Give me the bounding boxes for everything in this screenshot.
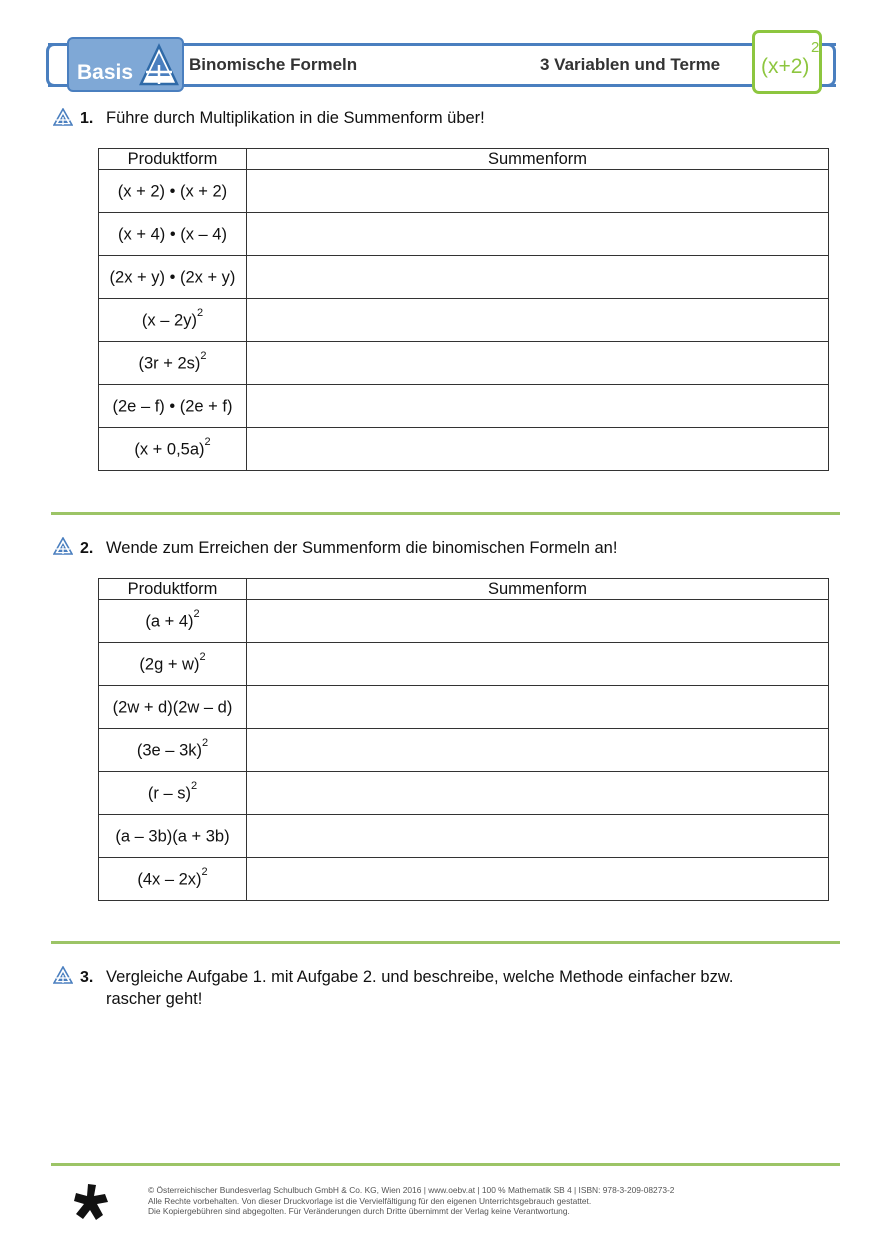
basis-badge — [67, 37, 184, 92]
answer-cell[interactable] — [247, 428, 829, 471]
answer-cell[interactable] — [247, 600, 829, 643]
task1-col-sum: Summenform — [247, 149, 829, 170]
answer-cell[interactable] — [247, 772, 829, 815]
task2-instruction: Wende zum Erreichen der Summenform die binomischen Formeln an! — [106, 539, 618, 557]
product-cell: (r – s)$^2$ — [99, 772, 247, 815]
task3-instruction-line1: Vergleiche Aufgabe 1. mit Aufgabe 2. und beschreibe, welche Methode einfacher bzw. — [106, 968, 734, 986]
table-row — [99, 213, 829, 256]
answer-cell[interactable] — [247, 858, 829, 901]
basis-level-icon — [53, 108, 73, 126]
task1-col-product: Produktform — [99, 149, 247, 170]
footer-line1: © Österreichischer Bundesverlag Schulbuch GmbH & Co. KG, Wien 2016 | www.oebv.at | 100 % Mathematik SB 4 | ISBN: 978-3-209-08273-2 — [148, 1185, 675, 1195]
formula-badge — [752, 30, 822, 94]
footer-line3: Die Kopiergebühren sind abgegolten. Für Veränderungen durch Dritte übernimmt der Verlag keine Verantwortung. — [148, 1206, 570, 1216]
table-row — [99, 342, 829, 385]
header-bracket-right — [822, 43, 836, 87]
table-row — [99, 686, 829, 729]
answer-cell[interactable] — [247, 342, 829, 385]
product-cell: (3e – 3k)$^2$ — [99, 729, 247, 772]
answer-cell[interactable] — [247, 170, 829, 213]
product-cell: (x + 4) • (x – 4) — [99, 213, 247, 256]
table-row — [99, 385, 829, 428]
product-cell: (2e – f) • (2e + f) — [99, 385, 247, 428]
footer-divider — [51, 1163, 840, 1166]
task1-number: 1. — [80, 110, 94, 127]
footer-line2: Alle Rechte vorbehalten. Von dieser Druckvorlage ist die Vervielfältigung für den eigenen Unterrichtsgebrauch gestattet. — [148, 1195, 592, 1206]
product-cell: $(a + 4)^2$ — [99, 600, 247, 643]
product-cell: $(x + 0,5a)^2$ — [99, 428, 247, 471]
answer-cell[interactable] — [247, 299, 829, 342]
task3-number: 3. — [80, 969, 94, 986]
task2-col-sum: Summenform — [247, 579, 829, 600]
product-cell: (2x + y) • (2x + y) — [99, 256, 247, 299]
table-row — [99, 815, 829, 858]
page-title: Binomische Formeln — [189, 55, 358, 74]
product-cell: $(3r + 2s)^2$ — [99, 342, 247, 385]
answer-cell[interactable] — [247, 729, 829, 772]
pyramid-icon — [139, 43, 179, 87]
product-cell: (x – 2y)$^2$ — [99, 299, 247, 342]
task2-table — [98, 578, 829, 901]
task1-instruction: Führe durch Multiplikation in die Summenform über! — [106, 109, 485, 127]
task3-instruction-line2: rascher geht! — [106, 990, 203, 1008]
task2-number: 2. — [80, 540, 94, 557]
product-cell: (x + 2) • (x + 2) — [99, 170, 247, 213]
table-row — [99, 858, 829, 901]
basis-label: Basis — [77, 61, 134, 84]
table-row — [99, 299, 829, 342]
table-row — [99, 643, 829, 686]
basis-level-icon — [53, 966, 73, 984]
task1-table — [98, 148, 829, 471]
table-row — [99, 600, 829, 643]
answer-cell[interactable] — [247, 213, 829, 256]
product-cell: $(2g + w)^2$ — [99, 643, 247, 686]
answer-cell[interactable] — [247, 686, 829, 729]
publisher-logo-icon — [72, 1182, 110, 1222]
section-divider — [51, 512, 840, 515]
basis-level-icon — [53, 537, 73, 555]
chapter-title: 3 Variablen und Terme — [540, 55, 721, 74]
table-row — [99, 256, 829, 299]
answer-cell[interactable] — [247, 385, 829, 428]
formula-sup: 2 — [811, 39, 820, 56]
formula-main: (x+2) — [761, 55, 810, 78]
table-row — [99, 170, 829, 213]
answer-cell[interactable] — [247, 643, 829, 686]
product-cell: (2w + d)(2w – d) — [99, 686, 247, 729]
task2-col-product: Produktform — [99, 579, 247, 600]
table-row — [99, 428, 829, 471]
table-row — [99, 729, 829, 772]
table-row — [99, 772, 829, 815]
product-cell: (4x – 2x)$^2$ — [99, 858, 247, 901]
answer-cell[interactable] — [247, 815, 829, 858]
answer-cell[interactable] — [247, 256, 829, 299]
footer-copyright — [148, 1185, 674, 1217]
section-divider — [51, 941, 840, 944]
product-cell: (a – 3b)(a + 3b) — [99, 815, 247, 858]
